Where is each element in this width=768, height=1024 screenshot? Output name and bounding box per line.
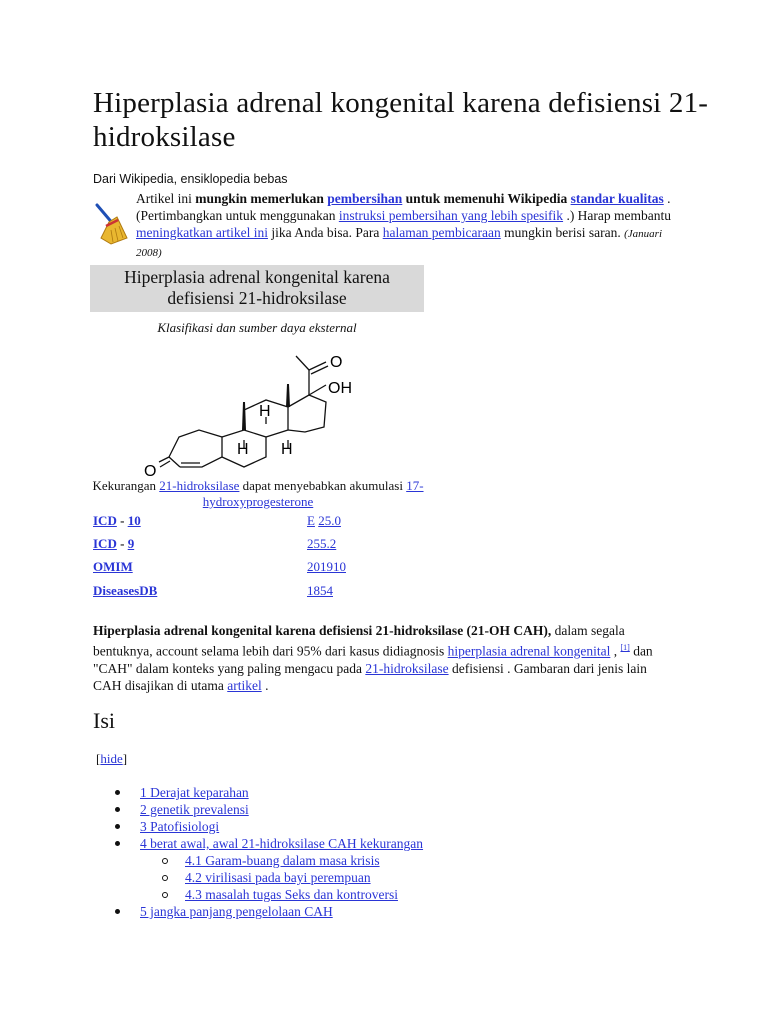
molecule-atom-label: H [259, 403, 271, 420]
molecule-atom-label: OH [328, 380, 352, 397]
notice-link-cleanup[interactable]: pembersihan [327, 191, 403, 206]
code-value [307, 536, 336, 552]
code-value-link[interactable]: 25.0 [318, 513, 341, 528]
toc-item [93, 801, 673, 818]
toc-link[interactable]: 4 berat awal, awal 21-hidroksilase CAH kekurangan [140, 836, 424, 851]
lead-link-hiperplasia[interactable]: hiperplasia adrenal kongenital [447, 643, 611, 659]
notice-bold: untuk memenuhi Wikipedia [402, 191, 571, 206]
molecule-atom-label: O [330, 354, 343, 371]
caption-link-21-hidroksilase[interactable]: 21-hidroksilase [159, 478, 240, 493]
code-value [307, 583, 333, 599]
circle-bullet-icon [162, 858, 168, 864]
code-link-icd[interactable]: ICD [93, 513, 117, 528]
toc-item [93, 818, 673, 835]
code-link-diseasesdb[interactable]: DiseasesDB [93, 583, 158, 598]
notice-text: . (Pertimbangkan untuk menggunakan [136, 191, 671, 223]
code-row [93, 536, 413, 554]
lead-text: dalam segala bentuknya, account selama lebih dari 95% dari kasus didiagnosis [93, 623, 625, 659]
caption-text: Kekurangan [92, 478, 160, 493]
lead-link-artikel[interactable]: artikel [227, 677, 262, 693]
site-subtitle: Dari Wikipedia, ensiklopedia bebas [93, 172, 288, 186]
notice-text: Artikel ini [136, 191, 196, 206]
code-value [307, 559, 346, 575]
bullet-icon [115, 790, 120, 795]
toc-link[interactable]: 1 Derajat keparahan [140, 785, 249, 800]
notice-link-improve[interactable]: meningkatkan artikel ini [136, 225, 268, 240]
lead-text: dan "CAH" dalam konteks yang paling mengacu pada [93, 643, 653, 676]
toc-heading: Isi [93, 708, 115, 733]
bullet-icon [115, 909, 120, 914]
notice-link-talk[interactable]: halaman pembicaraan [382, 225, 501, 240]
code-sep: - [116, 513, 128, 528]
lead-bold: Hiperplasia adrenal kongenital karena defisiensi 21-hidroksilase (21-OH CAH), [93, 623, 552, 638]
code-sep: - [116, 536, 128, 551]
code-row [93, 583, 413, 601]
molecule-structure-image [144, 340, 384, 478]
infobox [90, 265, 424, 510]
bullet-icon [115, 824, 120, 829]
code-value-link[interactable]: 255.2 [307, 536, 337, 551]
notice-link-quality[interactable]: standar kualitas [570, 191, 664, 206]
code-label [93, 559, 133, 575]
lead-text: . [261, 677, 269, 693]
toc-link[interactable]: 3 Patofisiologi [140, 819, 220, 834]
lead-text: defisiensi . Gambaran dari jenis lain CAH disajikan di utama [93, 660, 647, 693]
lead-paragraph [93, 622, 673, 694]
toc-item [93, 784, 673, 801]
lead-link-21-hidroksilase[interactable]: 21-hidroksilase [365, 660, 449, 676]
toc-subitem [93, 886, 673, 903]
notice-text: .) Harap membantu [563, 208, 672, 223]
toc-subitem [93, 869, 673, 886]
citation-link[interactable]: [1] [620, 643, 630, 652]
toc-hide-link[interactable]: hide [100, 751, 123, 766]
code-row [93, 559, 413, 577]
code-value-link[interactable]: 1854 [307, 583, 333, 598]
bullet-icon [115, 841, 120, 846]
molecule-atom-label: H [281, 441, 293, 458]
circle-bullet-icon [162, 892, 168, 898]
code-value-link[interactable]: 201910 [307, 559, 346, 574]
code-value-link[interactable]: E [307, 513, 315, 528]
code-row [93, 513, 413, 531]
notice-link-instructions[interactable]: instruksi pembersihan yang lebih spesifik [338, 208, 564, 223]
toc-link[interactable]: 4.3 masalah tugas Seks dan kontroversi [185, 887, 398, 902]
molecule-atom-label: O [144, 463, 157, 478]
circle-bullet-icon [162, 875, 168, 881]
code-link-omim[interactable]: OMIM [93, 559, 133, 574]
broom-icon [93, 202, 129, 246]
notice-date: (Januari 2008) [136, 228, 663, 259]
bullet-icon [115, 807, 120, 812]
page-title: Hiperplasia adrenal kongenital karena defisiensi 21-hidroksilase [93, 87, 709, 153]
code-label [93, 513, 141, 529]
molecule-atom-label: H [237, 441, 249, 458]
code-label [93, 536, 134, 552]
caption-link-17-hydroxyprogesterone[interactable]: 17-hydroxyprogesterone [202, 478, 424, 509]
notice-text: mungkin berisi saran. [500, 225, 625, 240]
toc-toggle [96, 751, 127, 767]
code-value [307, 513, 341, 529]
toc-link[interactable]: 2 genetik prevalensi [140, 802, 249, 817]
toc-link[interactable]: 5 jangka panjang pengelolaan CAH [140, 904, 333, 919]
image-caption [90, 478, 424, 510]
cleanup-notice [93, 190, 673, 262]
notice-text: jika Anda bisa. Para [267, 225, 383, 240]
code-link-icd-version[interactable]: 9 [127, 536, 135, 551]
notice-bold: mungkin memerlukan [195, 191, 328, 206]
code-link-icd[interactable]: ICD [93, 536, 117, 551]
toc-link[interactable]: 4.1 Garam-buang dalam masa krisis [185, 853, 380, 868]
lead-text: , [610, 643, 621, 659]
toc-item [93, 903, 673, 920]
toc-item [93, 835, 673, 903]
code-link-icd-version[interactable]: 10 [127, 513, 141, 528]
caption-text: dapat menyebabkan akumulasi [239, 478, 407, 493]
toc-bracket: ] [122, 751, 128, 766]
toc-subitem [93, 852, 673, 869]
toc-bracket: [ [96, 751, 101, 766]
toc-link[interactable]: 4.2 virilisasi pada bayi perempuan [185, 870, 371, 885]
code-label [93, 583, 157, 599]
infobox-caption: Klasifikasi dan sumber daya eksternal [157, 320, 357, 335]
table-of-contents [93, 784, 673, 920]
infobox-title: Hiperplasia adrenal kongenital karena defisiensi 21-hidroksilase [90, 265, 424, 312]
